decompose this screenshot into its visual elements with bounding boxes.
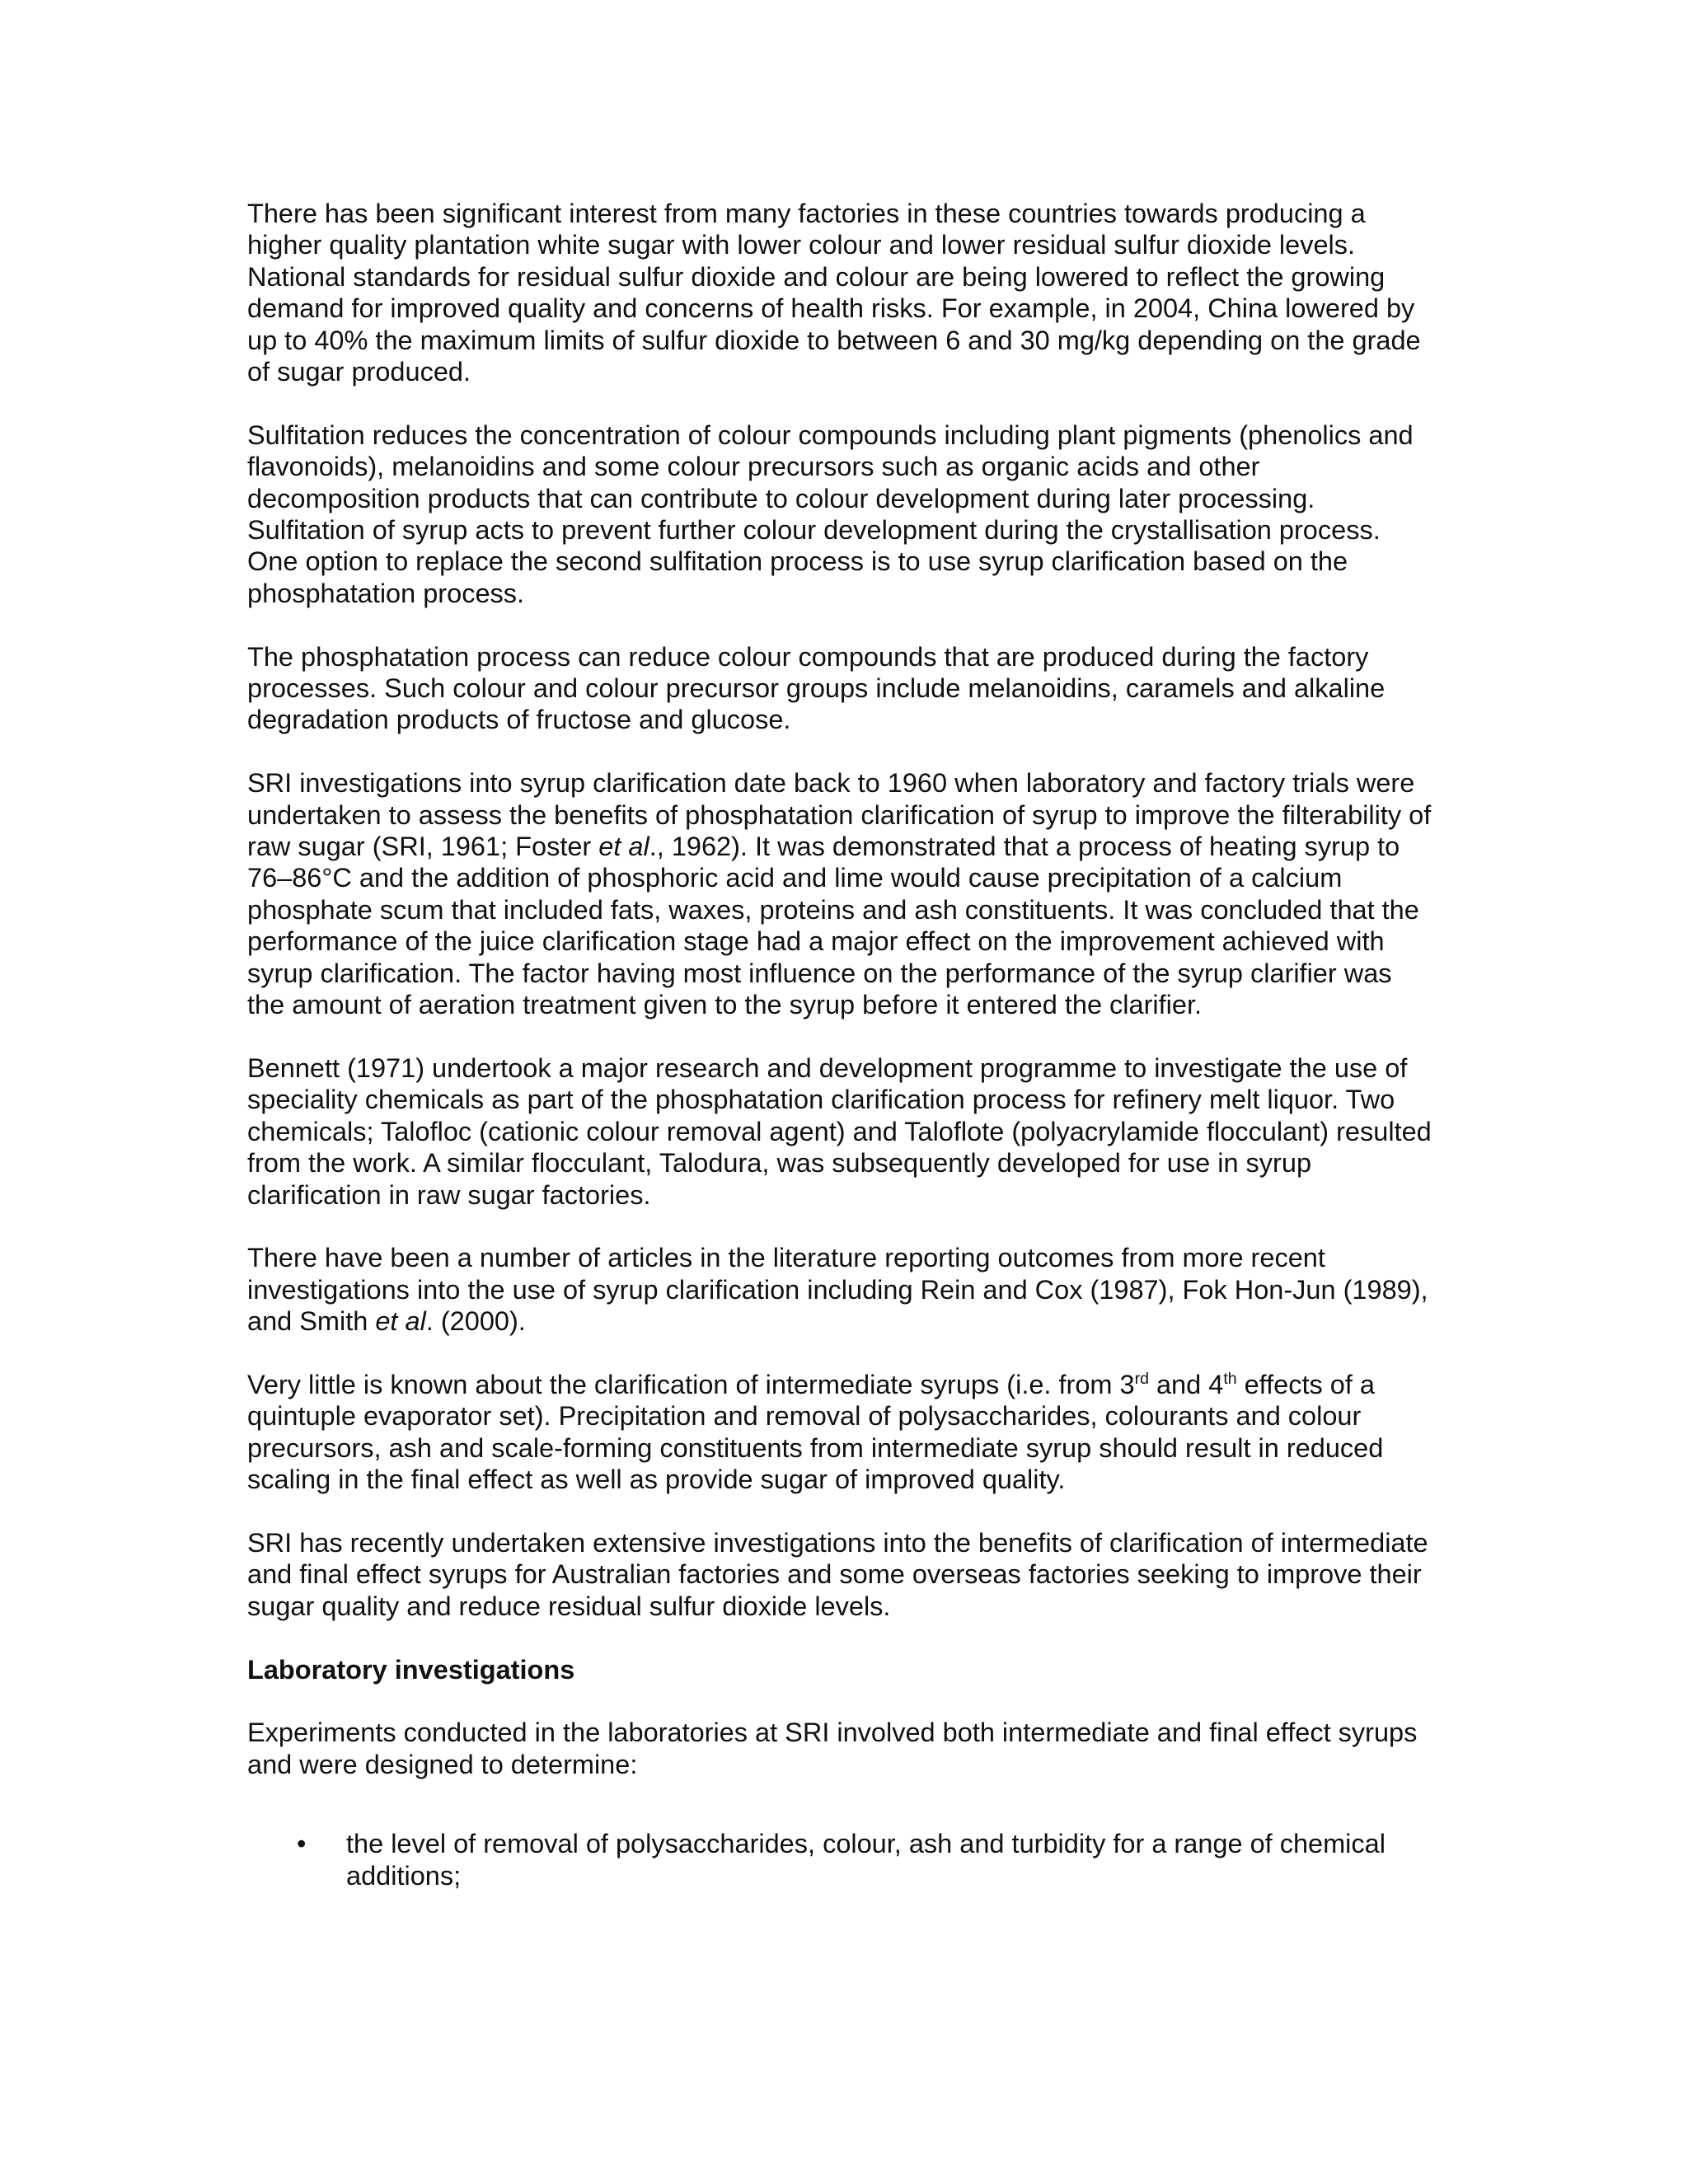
paragraph-phosphatation-process: The phosphatation process can reduce colour compounds that are produced during the factory processes. Such colour and colour precursor groups include melanoidins, caramels and alkaline degradation products of fructose and glucose. — [247, 641, 1386, 735]
document-page — [247, 198, 1434, 1891]
text-segment: There have been a number of articles in the literature reporting outcomes from more recent investigations into the use of syrup clarification including Rein and Cox (1987), Fok Hon-Jun (1989), and Smith — [247, 1243, 1428, 1337]
paragraph-recent-investigations: SRI has recently undertaken extensive investigations into the benefits of clarification of intermediate and final effect syrups for Australian factories and some overseas factories seeking to improve their sugar quality and reduce residual sulfur dioxide levels. — [247, 1527, 1428, 1621]
text-segment: Very little is known about the clarification of intermediate syrups (i.e. from 3 — [247, 1369, 1135, 1399]
paragraph-sri-investigations-history — [247, 767, 1434, 1020]
bullet-item — [247, 1828, 1434, 1891]
text-segment: SRI investigations into syrup clarification date back to 1960 when laboratory and factory trials were undertaken to assess the benefits of phosphatation clarification of syrup to improve the filterability of raw sugar (SRI, 1961; Foster — [247, 768, 1432, 862]
text-segment: effects of a quintuple evaporator set). Precipitation and removal of polysaccharides, colourants and colour precursors, ash and scale-forming constituents from intermediate syrup should result in reduced scaling in the final effect as well as provide sugar of improved quality. — [247, 1369, 1384, 1495]
text-segment: and 4 — [1148, 1369, 1224, 1399]
paragraph-bennett-1971: Bennett (1971) undertook a major research and development programme to investigate the use of speciality chemicals as part of the phosphatation clarification process for refinery melt liquor. Two chemicals; Talofloc (cationic colour removal agent) and Taloflote (polyacrylamide flocculant) resulted from the work. A similar flocculant, Talodura, was subsequently developed for use in syrup clarification in raw sugar factories. — [247, 1052, 1432, 1210]
citation-et-al: et al — [375, 1306, 426, 1337]
superscript-ordinal: th — [1223, 1370, 1237, 1389]
text-segment: . (2000). — [425, 1306, 526, 1337]
bullet-text: the level of removal of polysaccharides, colour, ash and turbidity for a range of chemical additions; — [346, 1829, 1386, 1891]
bullet-icon: • — [297, 1829, 307, 1859]
paragraph-experiments: Experiments conducted in the laboratories at SRI involved both intermediate and final effect syrups and were designed to determine: — [247, 1718, 1418, 1779]
section-heading-laboratory-investigations: Laboratory investigations — [247, 1654, 575, 1685]
paragraph-literature-articles — [247, 1242, 1434, 1337]
paragraph-sulfitation: Sulfitation reduces the concentration of colour compounds including plant pigments (phenolics and flavonoids), melanoidins and some colour precursors such as organic acids and other decomposition products that can contribute to colour development during later processing. Sulfitation of syrup acts to prevent further colour development during the crystallisation process. One option to replace the second sulfitation process is to use syrup clarification based on the phosphatation process. — [247, 419, 1414, 608]
paragraph-intermediate-syrups — [247, 1369, 1434, 1496]
citation-et-al: et al — [598, 832, 649, 862]
paragraph-plantation-white-sugar: There has been significant interest from many factories in these countries towards producing a higher quality plantation white sugar with lower colour and lower residual sulfur dioxide levels. National standards for residual sulfur dioxide and colour are being lowered to reflect the growing demand for improved quality and concerns of health risks. For example, in 2004, China lowered by up to 40% the maximum limits of sulfur dioxide to between 6 and 30 mg/kg depending on the grade of sugar produced. — [247, 199, 1421, 387]
superscript-ordinal: rd — [1134, 1370, 1149, 1389]
text-segment: ., 1962). It was demonstrated that a process of heating syrup to 76–86°C and the addition of phosphoric acid and lime would cause precipitation of a calcium phosphate scum that included fats, waxes, proteins and ash constituents. It was concluded that the performance of the juice clarification stage had a major effect on the improvement achieved with syrup clarification. The factor having most influence on the performance of the syrup clarifier was the amount of aeration treatment given to the syrup before it entered the clarifier. — [247, 832, 1419, 1020]
bullet-list — [247, 1828, 1434, 1891]
